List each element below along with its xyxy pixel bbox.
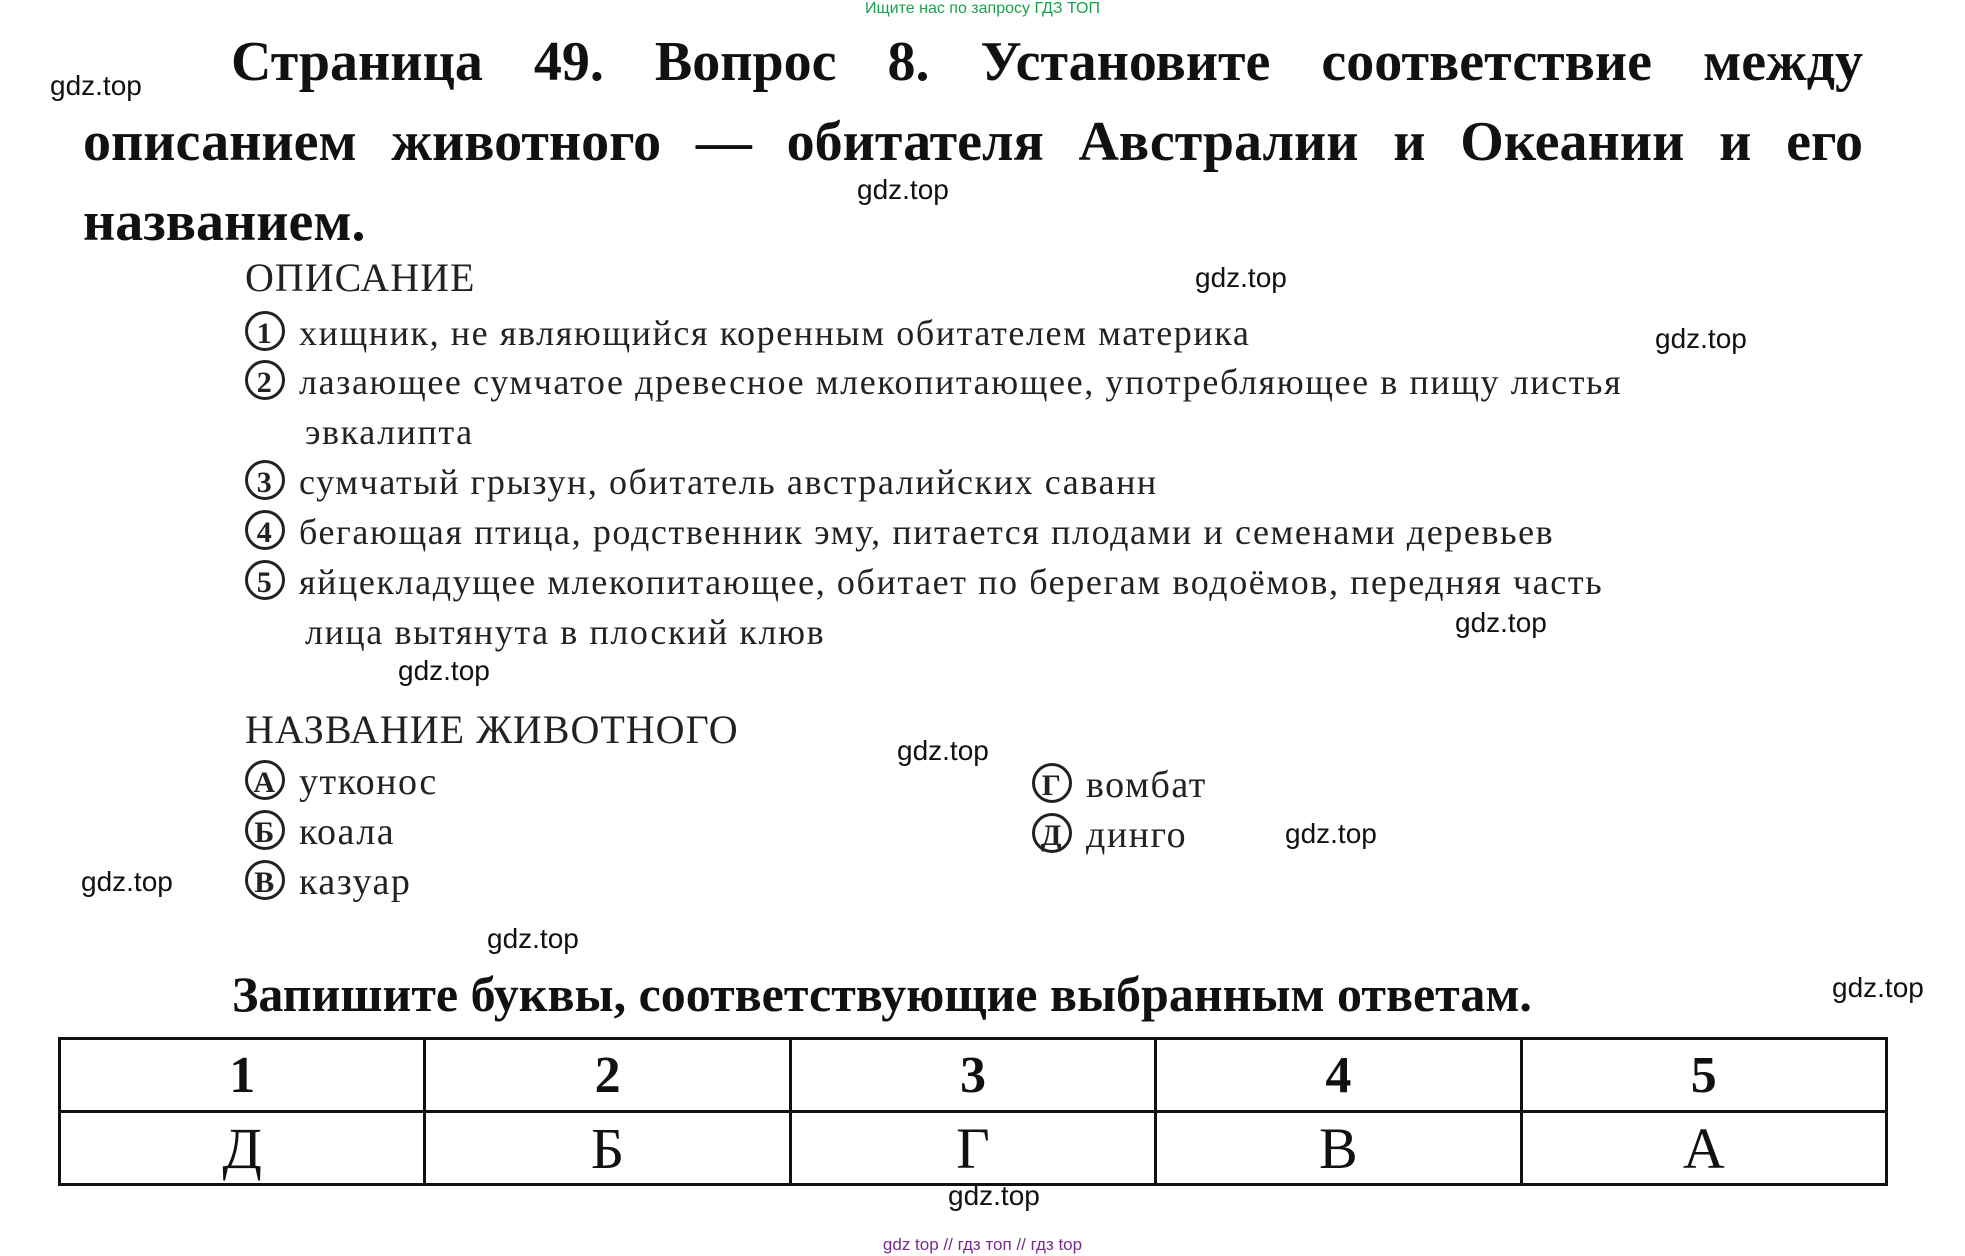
animal-name: коала	[299, 811, 396, 853]
description-text: хищник, не являющийся коренным обитателем материка	[299, 313, 1251, 353]
watermark: gdz.top	[81, 866, 173, 897]
table-header-cell: 1	[60, 1039, 425, 1112]
title-line: названием.	[83, 191, 366, 253]
table-header-cell: 5	[1521, 1039, 1886, 1112]
watermark: gdz.top	[50, 70, 142, 101]
instruction: Запишите буквы, соответствующие выбранным ответам.	[232, 966, 1532, 1022]
watermark: gdz.top	[857, 174, 949, 205]
letter-badge: Д	[1032, 813, 1072, 853]
letter-badge: Б	[245, 810, 285, 850]
description-item-2	[245, 357, 1622, 407]
descriptions-heading: ОПИСАНИЕ	[245, 255, 476, 300]
answer-table	[58, 1037, 1888, 1186]
table-answer-cell: Б	[425, 1112, 790, 1185]
description-text: яйцекладущее млекопитающее, обитает по берегам водоёмов, передняя часть	[299, 562, 1604, 602]
description-item-5-cont	[245, 607, 825, 657]
description-item-1	[245, 308, 1250, 358]
number-badge: 2	[245, 360, 285, 400]
title-line: Страница 49. Вопрос 8. Установите соответствие между	[231, 31, 1863, 93]
watermark: gdz.top	[897, 735, 989, 766]
number-badge: 1	[245, 311, 285, 351]
number-badge: 4	[245, 510, 285, 550]
table-answer-row	[60, 1112, 1887, 1185]
letter-badge: Г	[1032, 763, 1072, 803]
letter-badge: А	[245, 760, 285, 800]
description-item-3	[245, 457, 1158, 507]
watermark: gdz.top	[398, 655, 490, 686]
animal-name: казуар	[299, 861, 412, 903]
footer-note: gdz top // гдз топ // гдз top	[882, 1235, 1083, 1254]
description-text: сумчатый грызун, обитатель австралийских саванн	[299, 462, 1158, 502]
description-item-4	[245, 507, 1554, 557]
names-heading: НАЗВАНИЕ ЖИВОТНОГО	[245, 707, 739, 752]
watermark: gdz.top	[948, 1180, 1040, 1211]
top-note: Ищите нас по запросу ГДЗ ТОП	[865, 0, 1100, 17]
name-option-v	[245, 860, 411, 904]
watermark: gdz.top	[487, 923, 579, 954]
table-header-cell: 3	[790, 1039, 1155, 1112]
name-option-b	[245, 810, 395, 854]
table-answer-cell: Д	[60, 1112, 425, 1185]
question-title	[83, 22, 1863, 262]
name-option-d	[1032, 813, 1187, 857]
watermark: gdz.top	[1195, 262, 1287, 293]
animal-name: вомбат	[1086, 764, 1207, 806]
description-text: бегающая птица, родственник эму, питается плодами и семенами деревьев	[299, 512, 1555, 552]
animal-name: динго	[1086, 814, 1188, 856]
description-item-5	[245, 557, 1603, 607]
table-answer-cell: В	[1156, 1112, 1521, 1185]
description-text: лица вытянута в плоский клюв	[305, 612, 826, 652]
number-badge: 5	[245, 560, 285, 600]
name-option-g	[1032, 763, 1207, 807]
watermark: gdz.top	[1285, 818, 1377, 849]
watermark: gdz.top	[1455, 607, 1547, 638]
letter-badge: В	[245, 860, 285, 900]
number-badge: 3	[245, 460, 285, 500]
description-item-2-cont	[245, 407, 474, 457]
table-header-row	[60, 1039, 1887, 1112]
watermark: gdz.top	[1832, 972, 1924, 1003]
title-line: описанием животного — обитателя Австралии и Океании и его	[83, 111, 1863, 173]
table-header-cell: 4	[1156, 1039, 1521, 1112]
name-option-a	[245, 760, 438, 804]
description-text: лазающее сумчатое древесное млекопитающее, употребляющее в пищу листья	[299, 362, 1623, 402]
description-text: эвкалипта	[305, 412, 474, 452]
table-answer-cell: А	[1521, 1112, 1886, 1185]
table-answer-cell: Г	[790, 1112, 1155, 1185]
table-header-cell: 2	[425, 1039, 790, 1112]
animal-name: утконос	[299, 761, 438, 803]
watermark: gdz.top	[1655, 323, 1747, 354]
